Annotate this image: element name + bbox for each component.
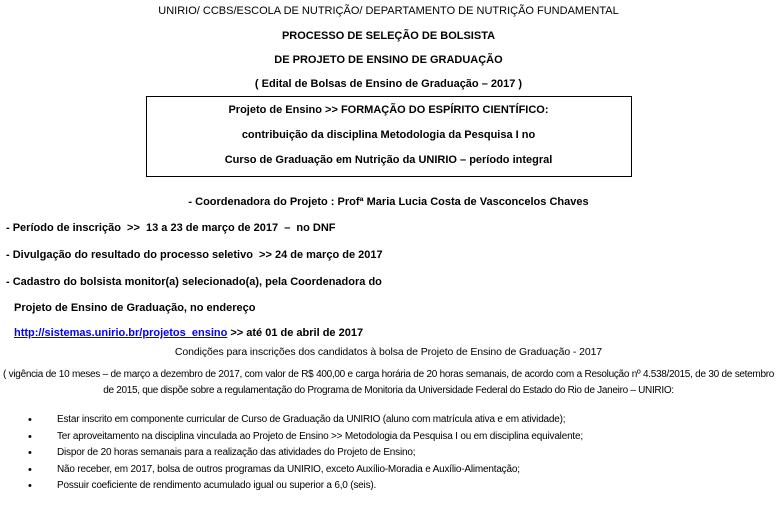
document-title-line1: PROCESSO DE SELEÇÃO DE BOLSISTA (281, 30, 496, 42)
document-title-line2: DE PROJETO DE ENSINO DE GRADUAÇÃO (274, 54, 503, 66)
registration-line: - Cadastro do bolsista monitor(a) selecionado(a), pela Coordenadora do (6, 276, 382, 288)
conditions-heading: Condições para inscrições dos candidatos à bolsa de Projeto de Ensino de Graduação - 2017 (174, 346, 603, 358)
coordinator-line: - Coordenadora do Projeto : Profª Maria Lucia Costa de Vasconcelos Chaves (188, 196, 589, 208)
requirement-item: • Ter aproveitamento na disciplina vinculada ao Projeto de Ensino >> Metodologia da Pesquisa I ou em disciplina equivalente; (0, 429, 777, 446)
department-header: UNIRIO/ CCBS/ESCOLA DE NUTRIÇÃO/ DEPARTAMENTO DE NUTRIÇÃO FUNDAMENTAL (158, 5, 619, 17)
registration-continuation-line: Projeto de Ensino de Graduação, no endereço (14, 302, 256, 314)
requirement-item: • Possuir coeficiente de rendimento acumulado igual ou superior a 6,0 (seis). (0, 478, 777, 495)
enrollment-period-line: - Período de inscrição >> 13 a 23 de março de 2017 – no DNF (6, 222, 336, 234)
project-box-subtitle: contribuição da disciplina Metodologia da Pesquisa I no (241, 129, 536, 141)
registration-link-line (0, 328, 777, 339)
results-announcement-line: - Divulgação do resultado do processo seletivo >> 24 de março de 2017 (6, 249, 383, 261)
requirement-item: • Estar inscrito em componente curricular de Curso de Graduação da UNIRIO (aluno com matrícula ativa e em atividade); (0, 412, 777, 429)
validity-paragraph: ( vigência de 10 meses – de março a dezembro de 2017, com valor de R$ 400,00 e carga horária de 20 horas semanais, de acordo com a Resolução nº 4.538/2015, de 30 de setembro de 2015, que dispõe sobre a regulamentação do Programa de Monitoria da Universidade Federal do Estado do Rio de Janeiro – UNIRIO: (3, 369, 774, 396)
project-box-course: Curso de Graduação em Nutrição da UNIRIO – período integral (224, 154, 553, 166)
requirements-list (0, 412, 777, 495)
project-info-box (146, 96, 632, 177)
requirement-item: • Dispor de 20 horas semanais para a realização das atividades do Projeto de Ensino; (0, 445, 777, 462)
edital-subtitle: ( Edital de Bolsas de Ensino de Graduação – 2017 ) (254, 78, 523, 90)
requirement-item: • Não receber, em 2017, bolsa de outros programas da UNIRIO, exceto Auxílio-Moradia e Auxílio-Alimentação; (0, 462, 777, 479)
projects-system-link[interactable]: http://sistemas.unirio.br/projetos_ensino (14, 327, 228, 339)
project-box-title: Projeto de Ensino >> FORMAÇÃO DO ESPÍRITO CIENTÍFICO: (228, 104, 549, 116)
registration-deadline-text: >> até 01 de abril de 2017 (227, 327, 364, 339)
